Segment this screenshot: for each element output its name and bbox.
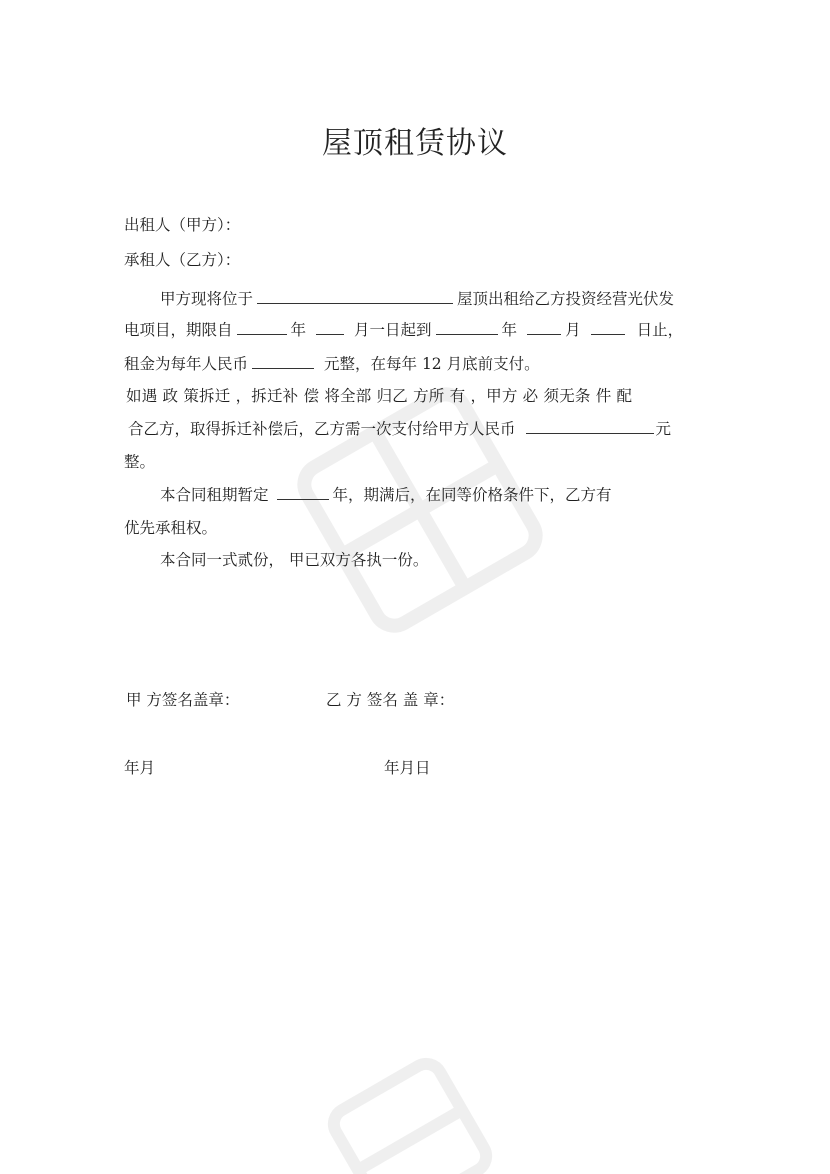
paragraph-rent	[124, 352, 540, 374]
party-a-label: 出租人（甲方）：	[124, 216, 241, 234]
paragraph-compensation-end: 整。	[124, 453, 156, 471]
text-segment: 年，期满后，在同等价格条件下，乙方有	[332, 486, 612, 504]
document-title: 屋顶租赁协议	[322, 126, 508, 161]
paragraph-compensation	[128, 417, 671, 439]
party-b-label: 承租人（乙方）：	[124, 251, 241, 269]
text-segment: 年	[290, 321, 307, 339]
paragraph-term	[124, 318, 683, 340]
text-segment: 元整，在每年 12 月底前支付。	[324, 355, 540, 373]
text-segment: 月一日起到	[354, 321, 432, 339]
paragraph-demolition: 如遇 政 策拆迁 ，拆迁补 偿 将全部 归乙 方所 有 ，甲方 必 须无条 件 配	[126, 387, 633, 405]
date-party-a: 年月	[124, 759, 156, 777]
blank-end-month[interactable]	[527, 319, 561, 335]
watermark-graphic-bottom	[310, 1040, 510, 1174]
text-segment: 元	[655, 420, 672, 438]
paragraph-copies: 本合同一式贰份， 甲已双方各执一份。	[160, 551, 429, 569]
text-segment: 屋顶出租给乙方投资经营光伏发	[457, 290, 675, 308]
text-segment: 租金为每年人民币	[124, 355, 249, 373]
text-segment: 本合同租期暂定	[160, 486, 269, 504]
signature-party-b: 乙 方 签名 盖 章：	[326, 691, 455, 709]
blank-end-year[interactable]	[436, 319, 498, 335]
paragraph-location	[160, 287, 674, 309]
paragraph-lease-term	[160, 483, 612, 505]
text-segment: 日止，	[636, 321, 684, 339]
blank-start-month[interactable]	[316, 319, 344, 335]
date-party-b: 年月日	[384, 759, 431, 777]
blank-location[interactable]	[257, 288, 453, 304]
blank-end-day[interactable]	[591, 319, 625, 335]
blank-compensation-amount[interactable]	[526, 418, 654, 434]
text-segment: 合乙方，取得拆迁补偿后，乙方需一次支付给甲方人民币	[128, 420, 516, 438]
text-segment: 甲方现将位于	[160, 290, 254, 308]
text-segment: 年	[501, 321, 518, 339]
signature-party-a: 甲 方签名盖章：	[126, 691, 240, 709]
text-segment: 电项目，期限自	[124, 321, 233, 339]
blank-rent-amount[interactable]	[252, 353, 314, 369]
text-segment: 月	[565, 321, 581, 339]
paragraph-priority: 优先承租权。	[124, 519, 218, 537]
blank-start-year[interactable]	[237, 319, 287, 335]
blank-lease-years[interactable]	[277, 484, 329, 500]
